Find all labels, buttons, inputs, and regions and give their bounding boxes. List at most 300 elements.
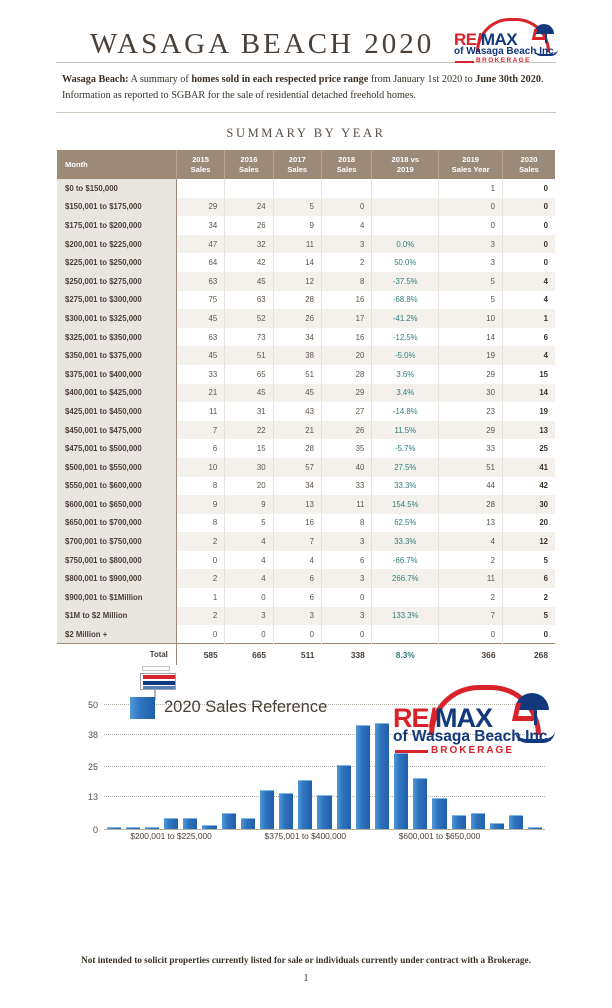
row-price-range-label: $200,001 to $225,000: [57, 235, 176, 254]
chart-bar: [356, 725, 370, 829]
bar-slot: [334, 689, 353, 829]
column-header-2019-sales-year: 2019 Sales Year: [439, 150, 503, 179]
cell-y2016: 5: [225, 514, 273, 533]
cell-y2015: 10: [176, 458, 224, 477]
cell-y2017: 21: [273, 421, 321, 440]
row-price-range-label: $300,001 to $325,000: [57, 309, 176, 328]
table-row: [57, 198, 555, 217]
cell-y2017: 43: [273, 402, 321, 421]
cell-y2019: 2: [439, 551, 503, 570]
row-price-range-label: $475,001 to $500,000: [57, 439, 176, 458]
row-price-range-label: $0 to $150,000: [57, 179, 176, 198]
cell-y2018: 3: [321, 532, 371, 551]
cell-y2018: 0: [321, 625, 371, 644]
cell-y2017: 4: [273, 551, 321, 570]
row-price-range-label: $175,001 to $200,000: [57, 216, 176, 235]
table-head: [57, 150, 555, 179]
cell-y2017: 28: [273, 439, 321, 458]
cell-y2019: 10: [439, 309, 503, 328]
cell-y2018: 26: [321, 421, 371, 440]
cell-y2018: 16: [321, 291, 371, 310]
chart-bar: [337, 765, 351, 829]
wave-icon: [534, 49, 558, 56]
cell-y2016: 45: [225, 384, 273, 403]
cell-y2019: 14: [439, 328, 503, 347]
table-row: [57, 588, 555, 607]
row-price-range-label: $800,001 to $900,000: [57, 569, 176, 588]
cell-y2016: 30: [225, 458, 273, 477]
cell-y2015: 45: [176, 346, 224, 365]
cell-y2016: 20: [225, 477, 273, 496]
cell-y2015: 64: [176, 253, 224, 272]
cell-y2015: 63: [176, 328, 224, 347]
logo-office-name: of Wasaga Beach Inc.: [454, 46, 557, 57]
cell-y2017: 0: [273, 625, 321, 644]
x-tick-label: $375,001 to $400,000: [264, 830, 347, 841]
cell-y2017: 34: [273, 328, 321, 347]
cell-y2020: 4: [502, 272, 555, 291]
table-row: [57, 458, 555, 477]
beach-chair-icon: [532, 29, 547, 40]
cell-pct: 0.0%: [372, 235, 439, 254]
summary-description: [0, 63, 612, 112]
table-row: [57, 291, 555, 310]
chart-bar: [375, 723, 389, 829]
cell-pct: -5.7%: [372, 439, 439, 458]
cell-y2019: 0: [439, 625, 503, 644]
chart-bar: [509, 815, 523, 829]
table-row: [57, 495, 555, 514]
cell-y2019: 29: [439, 365, 503, 384]
cell-y2019: 5: [439, 272, 503, 291]
cell-y2019: 11: [439, 569, 503, 588]
cell-y2020: 0: [502, 253, 555, 272]
cell-y2018: 40: [321, 458, 371, 477]
cell-y2015: 47: [176, 235, 224, 254]
table-foot: [57, 644, 555, 665]
cell-y2016: 4: [225, 569, 273, 588]
cell-y2015: 75: [176, 291, 224, 310]
cell-y2017: 34: [273, 477, 321, 496]
cell-y2020: 0: [502, 235, 555, 254]
bar-slot: [104, 689, 123, 829]
total-2016: 665: [225, 644, 273, 665]
row-price-range-label: $250,001 to $275,000: [57, 272, 176, 291]
logo-brokerage-text-large: BROKERAGE: [431, 744, 515, 756]
chart-bar: [394, 753, 408, 829]
logo-max-text-large: MAX: [435, 702, 493, 733]
cell-y2017: 14: [273, 253, 321, 272]
cell-y2020: 14: [502, 384, 555, 403]
cell-y2020: 30: [502, 495, 555, 514]
cell-y2019: 51: [439, 458, 503, 477]
logo-re-text: RE: [454, 30, 477, 49]
cell-y2015: 8: [176, 514, 224, 533]
chart-bar: [452, 815, 466, 829]
row-price-range-label: $1M to $2 Million: [57, 607, 176, 626]
total-2018: 338: [321, 644, 371, 665]
cell-y2016: 65: [225, 365, 273, 384]
cell-y2020: 0: [502, 198, 555, 217]
cell-y2017: 16: [273, 514, 321, 533]
column-header-month: Month: [57, 150, 176, 179]
cell-y2015: 1: [176, 588, 224, 607]
cell-y2019: 30: [439, 384, 503, 403]
cell-y2020: 25: [502, 439, 555, 458]
cell-y2018: 3: [321, 235, 371, 254]
logo-slash-text-large: /: [428, 702, 436, 733]
cell-y2019: 28: [439, 495, 503, 514]
table-row: [57, 309, 555, 328]
cell-y2015: 34: [176, 216, 224, 235]
cell-y2015: 21: [176, 384, 224, 403]
row-price-range-label: $400,001 to $425,000: [57, 384, 176, 403]
summary-bold-2: June 30th 2020: [475, 74, 541, 85]
cell-y2019: 4: [439, 532, 503, 551]
cell-y2017: 28: [273, 291, 321, 310]
chart-x-tick-labels: [57, 831, 555, 845]
cell-y2015: 33: [176, 365, 224, 384]
chart-bar: [317, 795, 331, 829]
cell-y2017: 3: [273, 607, 321, 626]
cell-pct: -12.5%: [372, 328, 439, 347]
cell-y2018: 11: [321, 495, 371, 514]
summary-text-2: from January 1st 2020 to: [368, 74, 476, 85]
row-price-range-label: $2 Million +: [57, 625, 176, 644]
cell-y2018: 28: [321, 365, 371, 384]
column-header-2018-sales: 2018 Sales: [321, 150, 371, 179]
cell-pct: 3.6%: [372, 365, 439, 384]
summary-text-1: A summary of: [128, 74, 192, 85]
cell-y2019: 7: [439, 607, 503, 626]
cell-y2019: 44: [439, 477, 503, 496]
cell-y2017: 11: [273, 235, 321, 254]
table-row: [57, 514, 555, 533]
total-2020: 268: [502, 644, 555, 665]
chart-legend: [130, 697, 327, 719]
row-price-range-label: $900,001 to $1Million: [57, 588, 176, 607]
table-row: [57, 607, 555, 626]
cell-y2020: 19: [502, 402, 555, 421]
cell-y2016: 4: [225, 532, 273, 551]
cell-y2020: 5: [502, 607, 555, 626]
row-price-range-label: $550,001 to $600,000: [57, 477, 176, 496]
cell-pct: 27.5%: [372, 458, 439, 477]
cell-y2020: 20: [502, 514, 555, 533]
row-price-range-label: $650,001 to $700,000: [57, 514, 176, 533]
cell-y2019: 3: [439, 253, 503, 272]
table-row: [57, 216, 555, 235]
beach-chair-icon-large: [512, 703, 537, 721]
cell-y2015: [176, 179, 224, 198]
row-price-range-label: $225,001 to $250,000: [57, 253, 176, 272]
cell-y2017: 6: [273, 569, 321, 588]
chart-bar: [260, 790, 274, 829]
cell-pct: -68.8%: [372, 291, 439, 310]
row-price-range-label: $750,001 to $800,000: [57, 551, 176, 570]
cell-y2017: 5: [273, 198, 321, 217]
cell-pct: -5.0%: [372, 346, 439, 365]
row-price-range-label: $275,001 to $300,000: [57, 291, 176, 310]
cell-pct: [372, 179, 439, 198]
cell-y2019: 1: [439, 179, 503, 198]
cell-y2015: 0: [176, 551, 224, 570]
row-price-range-label: $450,001 to $475,000: [57, 421, 176, 440]
cell-y2018: 3: [321, 569, 371, 588]
cell-y2020: 0: [502, 216, 555, 235]
total-2015: 585: [176, 644, 224, 665]
remax-logo-header: [454, 18, 558, 66]
cell-pct: 50.0%: [372, 253, 439, 272]
table-row: [57, 235, 555, 254]
cell-y2016: 26: [225, 216, 273, 235]
cell-y2018: 17: [321, 309, 371, 328]
table-row: [57, 421, 555, 440]
table-row: [57, 477, 555, 496]
cell-y2020: 0: [502, 625, 555, 644]
cell-y2017: 13: [273, 495, 321, 514]
cell-y2018: 0: [321, 198, 371, 217]
cell-y2020: 4: [502, 346, 555, 365]
cell-pct: [372, 625, 439, 644]
disclaimer-text: Not intended to solicit properties currently listed for sale or individuals currently under contract with a Brokerage.: [81, 955, 531, 965]
cell-y2019: 23: [439, 402, 503, 421]
cell-y2016: 32: [225, 235, 273, 254]
cell-y2017: 38: [273, 346, 321, 365]
cell-pct: [372, 198, 439, 217]
cell-y2016: 0: [225, 588, 273, 607]
y-tick-label: 13: [87, 792, 98, 803]
table-row: [57, 179, 555, 198]
cell-y2016: 0: [225, 625, 273, 644]
cell-y2015: 11: [176, 402, 224, 421]
cell-y2020: 12: [502, 532, 555, 551]
table-row: [57, 532, 555, 551]
cell-y2018: 20: [321, 346, 371, 365]
cell-y2020: 15: [502, 365, 555, 384]
cell-y2016: 52: [225, 309, 273, 328]
cell-y2020: 0: [502, 179, 555, 198]
page-title: WASAGA BEACH 2020: [90, 28, 435, 60]
chart-x-axis: [104, 829, 545, 830]
cell-y2018: 6: [321, 551, 371, 570]
cell-y2017: 6: [273, 588, 321, 607]
cell-y2019: 29: [439, 421, 503, 440]
table-body: [57, 179, 555, 644]
row-price-range-label: $500,001 to $550,000: [57, 458, 176, 477]
total-2017: 511: [273, 644, 321, 665]
chart-bar: [222, 813, 236, 829]
cell-y2015: 63: [176, 272, 224, 291]
cell-y2017: 12: [273, 272, 321, 291]
row-price-range-label: $325,001 to $350,000: [57, 328, 176, 347]
row-price-range-label: $700,001 to $750,000: [57, 532, 176, 551]
chart-bar: [164, 818, 178, 829]
summary-bold-1: homes sold in each respected price range: [191, 74, 369, 85]
row-price-range-label: $425,001 to $450,000: [57, 402, 176, 421]
cell-y2016: 9: [225, 495, 273, 514]
cell-pct: 266.7%: [372, 569, 439, 588]
summary-by-year-table: [57, 150, 555, 665]
cell-y2019: 13: [439, 514, 503, 533]
cell-y2016: 45: [225, 272, 273, 291]
cell-y2019: 19: [439, 346, 503, 365]
table-row: [57, 365, 555, 384]
cell-y2015: 7: [176, 421, 224, 440]
chart-bar: [241, 818, 255, 829]
cell-y2019: 3: [439, 235, 503, 254]
summary-text-3: . Information as reported to SGBAR for the sale of residential detached freehold homes.: [62, 74, 544, 101]
table-row: [57, 625, 555, 644]
cell-y2016: 22: [225, 421, 273, 440]
table-row: [57, 346, 555, 365]
bar-slot: [372, 689, 391, 829]
cell-y2020: 6: [502, 569, 555, 588]
cell-y2016: 24: [225, 198, 273, 217]
column-header-2018-vs-2019: 2018 vs 2019: [372, 150, 439, 179]
logo-slash-text: /: [476, 30, 481, 49]
column-header-2015-sales: 2015 Sales: [176, 150, 224, 179]
legend-label-2020-sales: 2020 Sales Reference: [164, 698, 328, 717]
x-tick-label: $200,001 to $225,000: [130, 830, 212, 841]
column-header-2017-sales: 2017 Sales: [273, 150, 321, 179]
total-label: Total: [57, 644, 176, 665]
cell-y2016: 31: [225, 402, 273, 421]
table-row: [57, 402, 555, 421]
cell-y2018: 0: [321, 588, 371, 607]
cell-y2015: 45: [176, 309, 224, 328]
cell-pct: 62.5%: [372, 514, 439, 533]
column-header-2020-sales: 2020 Sales: [502, 150, 555, 179]
cell-y2019: 0: [439, 216, 503, 235]
bar-slot: [353, 689, 372, 829]
cell-y2015: 2: [176, 607, 224, 626]
cell-pct: 133.3%: [372, 607, 439, 626]
table-row: [57, 569, 555, 588]
page-number: 1: [303, 973, 309, 984]
row-price-range-label: $600,001 to $650,000: [57, 495, 176, 514]
cell-pct: 33.3%: [372, 477, 439, 496]
row-price-range-label: $150,001 to $175,000: [57, 198, 176, 217]
cell-y2015: 9: [176, 495, 224, 514]
cell-y2016: 3: [225, 607, 273, 626]
chart-bar: [279, 793, 293, 829]
cell-y2018: 16: [321, 328, 371, 347]
total-2019: 366: [439, 644, 503, 665]
cell-y2017: 57: [273, 458, 321, 477]
cell-y2015: 2: [176, 532, 224, 551]
chart-bar: [298, 780, 312, 829]
cell-y2020: 4: [502, 291, 555, 310]
table-row: [57, 551, 555, 570]
total-pct: 8.3%: [372, 644, 439, 665]
cell-y2015: 8: [176, 477, 224, 496]
y-tick-label: 0: [92, 824, 98, 835]
cell-y2016: 63: [225, 291, 273, 310]
column-header-2016-sales: 2016 Sales: [225, 150, 273, 179]
cell-y2017: 9: [273, 216, 321, 235]
chart-bar: [432, 798, 446, 829]
cell-y2018: 8: [321, 272, 371, 291]
cell-pct: 154.5%: [372, 495, 439, 514]
logo-max-text: MAX: [480, 30, 518, 49]
section-title: SUMMARY BY YEAR: [226, 126, 386, 140]
cell-y2018: 4: [321, 216, 371, 235]
wave-icon-large: [515, 730, 555, 743]
cell-y2020: 5: [502, 551, 555, 570]
cell-y2016: 51: [225, 346, 273, 365]
cell-y2015: 0: [176, 625, 224, 644]
cell-y2015: 29: [176, 198, 224, 217]
x-tick-label: $600,001 to $650,000: [398, 830, 481, 841]
cell-y2019: 0: [439, 198, 503, 217]
summary-lead: Wasaga Beach:: [62, 74, 129, 85]
cell-y2017: 45: [273, 384, 321, 403]
table-row: [57, 439, 555, 458]
chart-bar: [413, 778, 427, 829]
cell-y2018: 33: [321, 477, 371, 496]
cell-y2018: 29: [321, 384, 371, 403]
cell-y2020: 6: [502, 328, 555, 347]
row-price-range-label: $375,001 to $400,000: [57, 365, 176, 384]
cell-pct: -41.2%: [372, 309, 439, 328]
cell-y2018: 2: [321, 253, 371, 272]
y-tick-label: 50: [87, 699, 98, 710]
table-row: [57, 328, 555, 347]
sales-bar-chart: [57, 677, 555, 862]
cell-y2017: 51: [273, 365, 321, 384]
table-row: [57, 384, 555, 403]
cell-y2020: 2: [502, 588, 555, 607]
cell-y2018: 35: [321, 439, 371, 458]
cell-pct: [372, 216, 439, 235]
cell-y2015: 6: [176, 439, 224, 458]
cell-y2016: [225, 179, 273, 198]
y-tick-label: 38: [87, 729, 98, 740]
chart-bar: [471, 813, 485, 829]
cell-y2016: 4: [225, 551, 273, 570]
logo-brokerage-text: BROKERAGE: [476, 57, 531, 64]
cell-pct: -14.8%: [372, 402, 439, 421]
cell-y2016: 73: [225, 328, 273, 347]
cell-pct: -66.7%: [372, 551, 439, 570]
table-row: [57, 253, 555, 272]
cell-y2019: 5: [439, 291, 503, 310]
cell-y2015: 2: [176, 569, 224, 588]
cell-pct: 3.4%: [372, 384, 439, 403]
y-tick-label: 25: [87, 762, 98, 773]
cell-y2019: 33: [439, 439, 503, 458]
cell-y2018: [321, 179, 371, 198]
cell-pct: -37.5%: [372, 272, 439, 291]
cell-pct: 11.5%: [372, 421, 439, 440]
cell-y2020: 41: [502, 458, 555, 477]
cell-y2018: 3: [321, 607, 371, 626]
cell-y2016: 42: [225, 253, 273, 272]
cell-y2020: 13: [502, 421, 555, 440]
cell-y2018: 27: [321, 402, 371, 421]
cell-y2017: [273, 179, 321, 198]
cell-y2017: 26: [273, 309, 321, 328]
row-price-range-label: $350,001 to $375,000: [57, 346, 176, 365]
divider-bottom: [56, 112, 556, 113]
summary-table-container: [57, 150, 555, 665]
cell-y2019: 2: [439, 588, 503, 607]
logo-office-name-large: of Wasaga Beach Inc.: [393, 727, 552, 745]
cell-y2016: 15: [225, 439, 273, 458]
logo-re-text-large: RE: [393, 702, 429, 733]
cell-y2020: 42: [502, 477, 555, 496]
